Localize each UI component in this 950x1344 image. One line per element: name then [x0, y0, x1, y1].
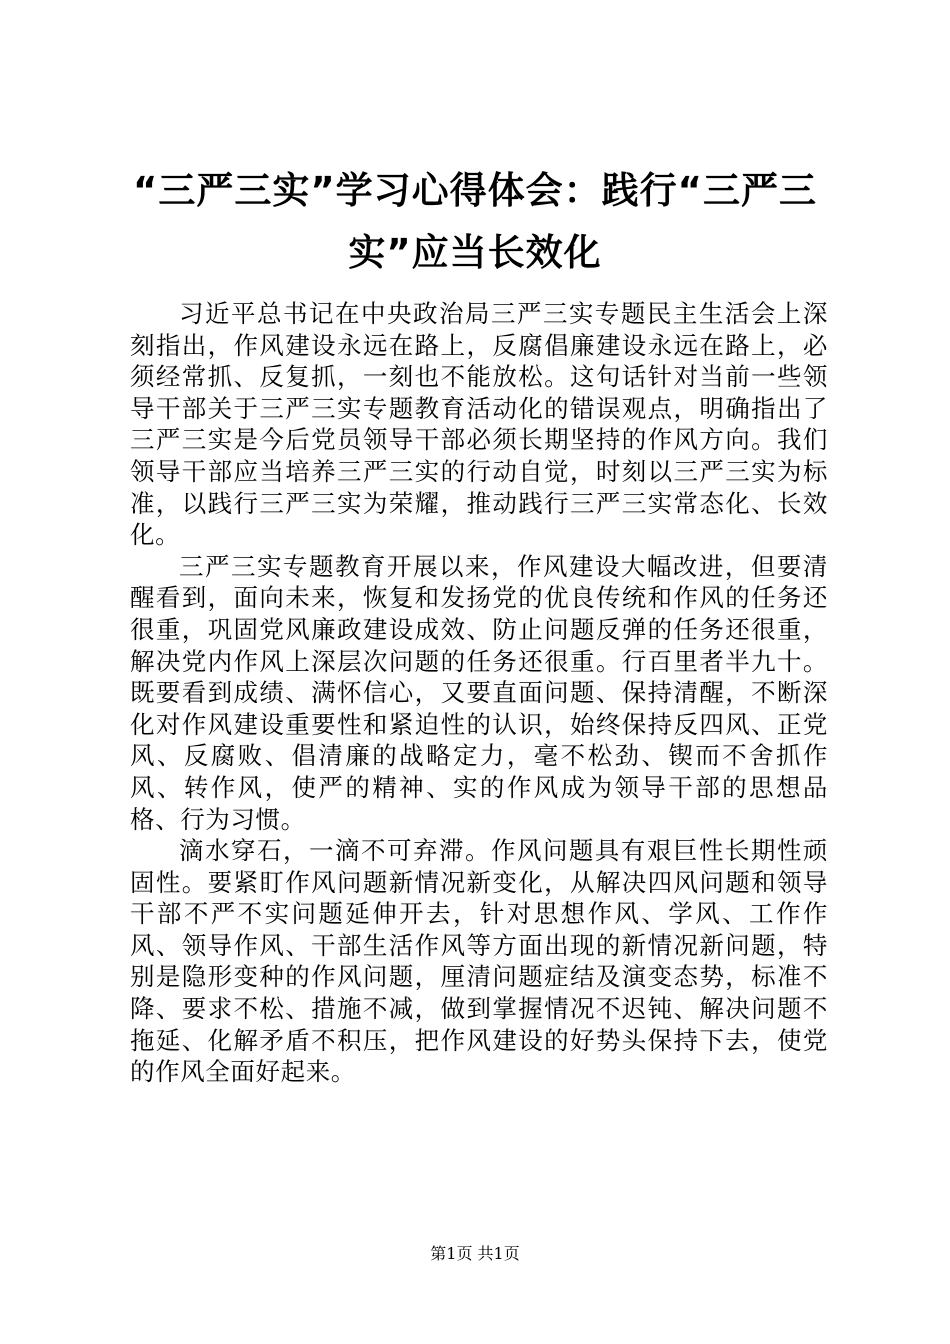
paragraph-2: 三严三实专题教育开展以来，作风建设大幅改进，但要清醒看到，面向未来，恢复和发扬党的优良传统和作风的任务还很重，巩固党风廉政建设成效、防止问题反弹的任务还很重，解决党内作风上深层次问题的任务还很重。行百里者半九十。既要看到成绩、满怀信心，又要直面问题、保持清醒，不断深化对作风建设重要性和紧迫性的认识，始终保持反四风、正党风、反腐败、倡清廉的战略定力，毫不松劲、锲而不舍抓作风、转作风，使严的精神、实的作风成为领导干部的思想品格、行为习惯。 [130, 551, 828, 834]
paragraph-3: 滴水穿石，一滴不可弃滞。作风问题具有艰巨性长期性顽固性。要紧盯作风问题新情况新变化，从解决四风问题和领导干部不严不实问题延伸开去，针对思想作风、学风、工作作风、领导作风、干部生活作风等方面出现的新情况新问题，特别是隐形变种的作风问题，厘清问题症结及演变态势，标准不降、要求不松、措施不减，做到掌握情况不迟钝、解决问题不拖延、化解矛盾不积压，把作风建设的好势头保持下去，使党的作风全面好起来。 [130, 836, 828, 1087]
page-number-footer: 第1页 共1页 [430, 1244, 520, 1263]
paragraph-1: 习近平总书记在中央政治局三严三实专题民主生活会上深刻指出，作风建设永远在路上，反腐倡廉建设永远在路上，必须经常抓、反复抓，一刻也不能放松。这句话针对当前一些领导干部关于三严三实专题教育活动化的错误观点，明确指出了三严三实是今后党员领导干部必须长期坚持的作风方向。我们领导干部应当培养三严三实的行动自觉，时刻以三严三实为标准，以践行三严三实为荣耀，推动践行三严三实常态化、长效化。 [130, 299, 828, 550]
document-title: “三严三实”学习心得体会：践行“三严三实”应当长效化 [133, 169, 817, 274]
document-body [130, 298, 828, 1088]
